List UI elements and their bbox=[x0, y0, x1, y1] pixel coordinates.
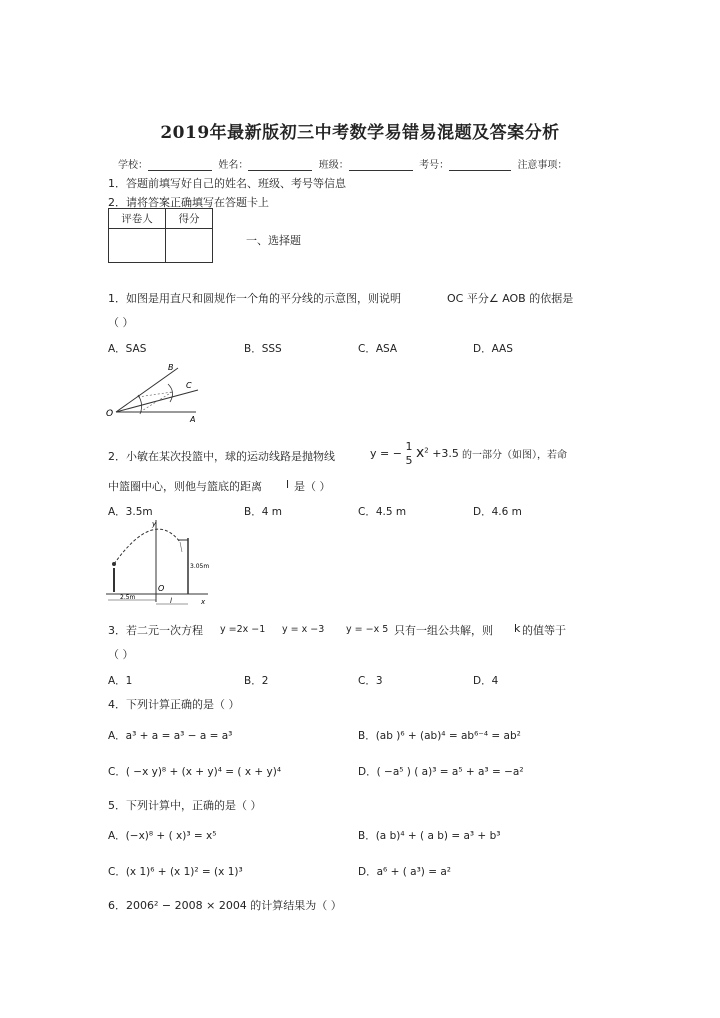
q3-eq2: y = x −3 bbox=[282, 624, 325, 635]
q2-formula bbox=[370, 440, 459, 468]
q1-option-b: B．SSS bbox=[244, 343, 282, 355]
q2-formula-rest: +3.5 bbox=[432, 447, 459, 460]
label-distance: 2.5m bbox=[120, 594, 136, 601]
label-height: 3.05m bbox=[190, 563, 210, 570]
q3-eq1: y =2x −1 bbox=[220, 624, 266, 635]
q3-option-b: B．2 bbox=[244, 675, 269, 687]
q2-basketball-figure bbox=[104, 518, 210, 606]
exam-no-label: 考号： bbox=[419, 160, 450, 171]
score-table bbox=[108, 208, 213, 263]
q2-text-line2: 中篮圈中心，则他与篮底的距离 bbox=[108, 480, 262, 493]
q3-text-continued: 只有一组公共解，则 bbox=[394, 624, 493, 637]
ray-oc bbox=[116, 390, 198, 412]
student-info-line bbox=[118, 156, 567, 171]
q3-option-a: A．1 bbox=[108, 675, 133, 687]
q2-formula-x: x bbox=[415, 445, 425, 461]
name-blank bbox=[248, 160, 312, 171]
label-y: y bbox=[152, 520, 157, 528]
q2-option-d: D．4.6 m bbox=[473, 506, 522, 518]
q2-text-continued: 的一部分（如图），若命 bbox=[462, 450, 567, 461]
exam-no-blank bbox=[449, 160, 511, 171]
note-1: 1．答题前填写好自己的姓名、班级、考号等信息 bbox=[108, 177, 346, 190]
q3-text-end: 的值等于 bbox=[522, 624, 566, 637]
construction-line-2 bbox=[140, 392, 172, 412]
q5-option-c: C．(x 1)⁶ + (x 1)² = (x 1)³ bbox=[108, 866, 243, 878]
q2-option-b: B．4 m bbox=[244, 506, 282, 518]
q2-text-line2-end: 是（ ） bbox=[294, 480, 331, 493]
label-b: B bbox=[168, 363, 174, 372]
score-cell bbox=[166, 229, 213, 263]
q3-option-c: C．3 bbox=[358, 675, 383, 687]
q1-option-d: D．AAS bbox=[473, 343, 513, 355]
school-blank bbox=[148, 160, 212, 171]
q2-l: l bbox=[286, 478, 290, 491]
label-a: A bbox=[190, 415, 196, 424]
q4-option-a: A．a³ + a = a³ − a = a³ bbox=[108, 730, 233, 742]
q1-paren: （ ） bbox=[108, 316, 134, 329]
label-o: O bbox=[158, 584, 165, 593]
class-blank bbox=[349, 160, 413, 171]
q2-formula-y: y = − bbox=[370, 447, 402, 460]
arc-1 bbox=[138, 395, 142, 414]
q5-option-a: A．(−x)⁸ + ( x)³ = x⁵ bbox=[108, 830, 217, 842]
school-label: 学校： bbox=[118, 160, 148, 171]
q1-text-continued: OC 平分∠ AOB 的依据是 bbox=[447, 292, 574, 305]
q4-option-b: B．(ab )⁶ + (ab)⁴ = ab⁶⁻⁴ = ab² bbox=[358, 730, 521, 742]
grader-header: 评卷人 bbox=[109, 209, 166, 229]
q3-option-d: D．4 bbox=[473, 675, 499, 687]
label-l: l bbox=[170, 597, 172, 605]
hoop-net bbox=[180, 542, 182, 552]
q4-text: 4．下列计算正确的是（ ） bbox=[108, 698, 240, 711]
q1-angle-bisector-figure bbox=[104, 362, 204, 424]
label-o: O bbox=[106, 409, 114, 419]
section-heading: 一、选择题 bbox=[246, 234, 301, 247]
q2-formula-numerator: 1 bbox=[405, 440, 413, 453]
q5-option-d: D．a⁶ + ( a³) = a² bbox=[358, 866, 451, 878]
q1-option-a: A．SAS bbox=[108, 343, 147, 355]
ball bbox=[112, 562, 116, 566]
grader-cell bbox=[109, 229, 166, 263]
label-x: x bbox=[201, 598, 206, 606]
q3-k: k bbox=[514, 622, 521, 635]
q1-option-c: C．ASA bbox=[358, 343, 398, 355]
class-label: 班级： bbox=[318, 160, 349, 171]
note-2: 2．请将答案正确填写在答题卡上 bbox=[108, 196, 269, 209]
q2-formula-sup: 2 bbox=[424, 446, 429, 455]
q1-text: 1．如图是用直尺和圆规作一个角的平分线的示意图，则说明 bbox=[108, 292, 401, 305]
q2-text: 2．小敏在某次投篮中，球的运动线路是抛物线 bbox=[108, 450, 335, 463]
q2-option-a: A．3.5m bbox=[108, 506, 153, 518]
q3-paren: （ ） bbox=[108, 648, 134, 661]
ray-ob bbox=[116, 368, 178, 412]
notice-label: 注意事项： bbox=[517, 160, 568, 171]
q2-option-c: C．4.5 m bbox=[358, 506, 407, 518]
q2-formula-denominator: 5 bbox=[405, 454, 413, 467]
q5-text: 5．下列计算中，正确的是（ ） bbox=[108, 799, 262, 812]
q4-option-d: D．( −a⁵ ) ( a)³ = a⁵ + a³ = −a² bbox=[358, 766, 524, 778]
arc-2 bbox=[168, 384, 173, 402]
ball-trajectory bbox=[114, 529, 180, 564]
page-title: 2019年最新版初三中考数学易错易混题及答案分析 bbox=[160, 123, 560, 143]
q3-eq3: y = −x 5 bbox=[346, 624, 389, 635]
q3-text: 3．若二元一次方程 bbox=[108, 624, 203, 637]
q6-text: 6．2006² − 2008 × 2004 的计算结果为（ ） bbox=[108, 899, 342, 912]
q5-option-b: B．(a b)⁴ + ( a b) = a³ + b³ bbox=[358, 830, 501, 842]
label-c: C bbox=[186, 381, 192, 390]
score-header: 得分 bbox=[166, 209, 213, 229]
q4-option-c: C．( −x y)⁸ + (x + y)⁴ = ( x + y)⁴ bbox=[108, 766, 282, 778]
name-label: 姓名： bbox=[218, 160, 249, 171]
